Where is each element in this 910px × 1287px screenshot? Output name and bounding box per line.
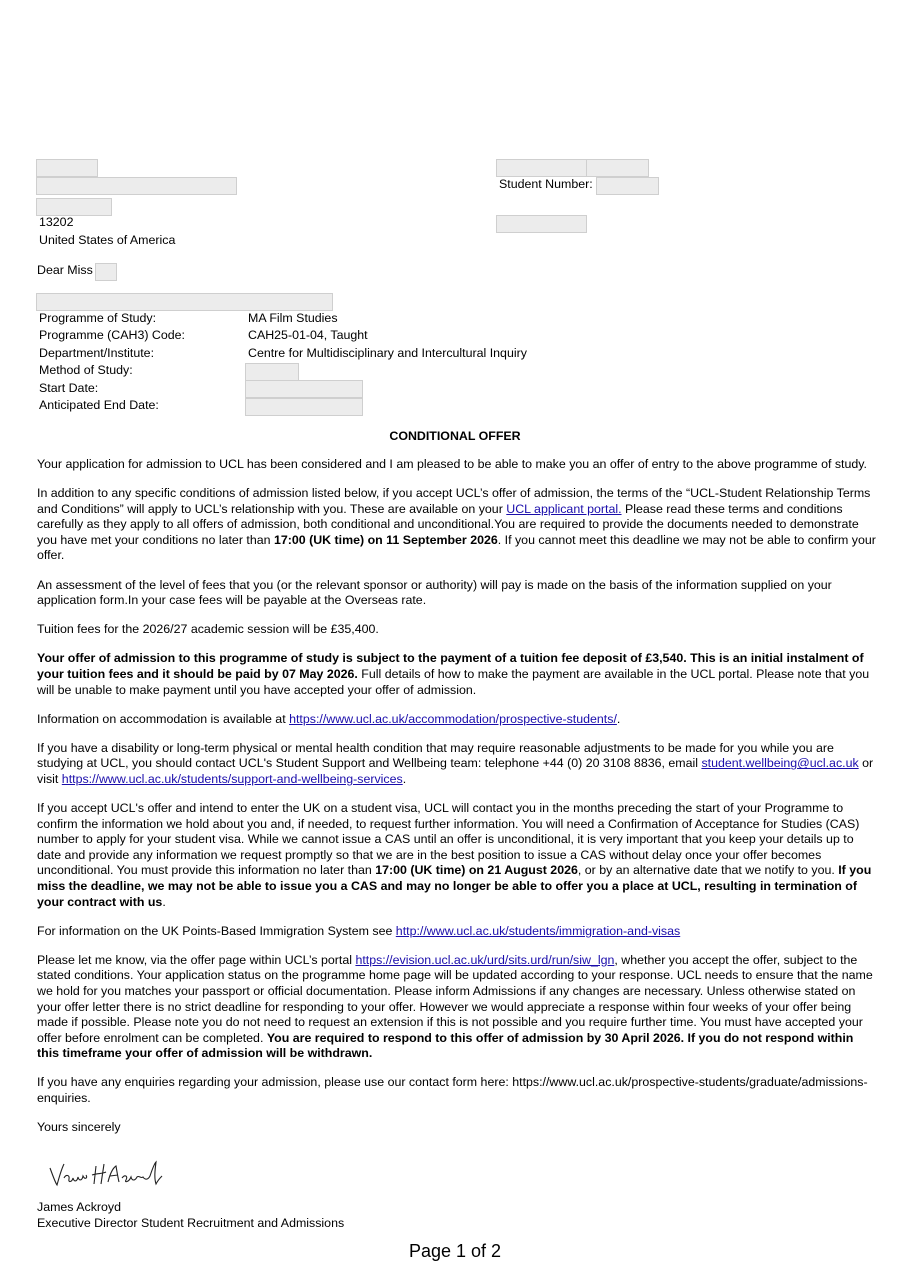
paragraph-enquiries: If you have any enquiries regarding your admission, please use our contact form here: https://www.ucl.ac.uk/prospective-students/graduate/admissions-enquiries. bbox=[37, 1075, 868, 1105]
address-country: United States of America bbox=[39, 233, 176, 247]
signatory-name: James Ackroyd bbox=[37, 1200, 122, 1214]
evision-portal-link[interactable]: https://evision.ucl.ac.uk/urd/sits.urd/run/siw_lgn bbox=[355, 952, 615, 967]
paragraph-immigration: For information on the UK Points-Based Immigration System see http://www.ucl.ac.uk/students/immigration-and-visas bbox=[37, 923, 681, 938]
programme-label: Start Date: bbox=[39, 380, 99, 395]
paragraph-terms: In addition to any specific conditions of admission listed below, if you accept UCL’s offer of admission, the terms of the “UCL-Student Relationship Terms and Conditions” will apply to UCL’s relationship with you. These are available on your UCL applicant portal. Please read these terms and conditions carefully as they apply to all offers of admission, both conditional and unconditional.You are required to provide the documents needed to demonstrate you have met your conditions no later than 17:00 (UK time) on 11 September 2026. If you cannot meet this deadline we may not be able to confirm your offer. bbox=[37, 486, 876, 563]
paragraph-accommodation: Information on accommodation is available at https://www.ucl.ac.uk/accommodation/prospective-students/. bbox=[37, 711, 621, 726]
paragraph-tuition-fees: Tuition fees for the 2026/27 academic session will be £35,400. bbox=[37, 622, 379, 637]
redacted-ref-2 bbox=[586, 159, 649, 177]
salutation: Dear Miss bbox=[37, 263, 93, 277]
letter-body bbox=[37, 457, 877, 1149]
immigration-link[interactable]: http://www.ucl.ac.uk/students/immigration-and-visas bbox=[395, 923, 681, 938]
student-number-label: Student Number: bbox=[499, 177, 593, 191]
redacted-subject-line bbox=[36, 293, 333, 311]
paragraph-visa: If you accept UCL's offer and intend to enter the UK on a student visa, UCL will contact you in the months preceding the start of your Programme to confirm the information we hold about you and, if needed, to request further information. You will need a Confirmation of Acceptance for Studies (CAS) number to apply for your student visa. While we cannot issue a CAS until an offer is unconditional, it is very important that you keep your details up to date and provide any information we request promptly so that we are in the best position to issue a CAS without delay once your offer becomes unconditional. You must provide this information no later than 17:00 (UK time) on 21 August 2026, or by an alternative date that we notify to you. If you miss the deadline, we may not be able to issue you a CAS and may no longer be able to offer you a place at UCL, resulting in termination of your contract with us. bbox=[37, 801, 872, 909]
programme-label: Anticipated End Date: bbox=[39, 397, 159, 412]
paragraph-respond: Please let me know, via the offer page within UCL’s portal https://evision.ucl.ac.uk/urd/sits.urd/run/siw_lgn, whether you accept the offer, subject to the stated conditions. Your application status on the programme home page will be updated according to your response. UCL needs to ensure that the name we hold for you matches your passport or official documentation. Please inform Admissions if any changes are necessary. Unless otherwise stated on your offer letter there is no strict deadline for responding to your offer. However we would appreciate a response within four weeks of your offer being made if possible. Please note you do not need to request an extension if this is not possible and you require further time. You must have accepted your offer before enrolment can be completed. You are required to respond to this offer of admission by 30 April 2026. If you do not respond within this timeframe your offer of admission will be withdrawn. bbox=[37, 952, 873, 1061]
redacted-surname bbox=[95, 263, 117, 281]
paragraph-deposit: Your offer of admission to this programme of study is subject to the payment of a tuition fee deposit of £3,540. This is an initial instalment of your tuition fees and it should be paid by 07 May 2026. Full details of how to make the payment are available in the UCL portal. Please note that you will be unable to make payment until you have accepted your offer of admission. bbox=[37, 651, 870, 697]
signatory-title: Executive Director Student Recruitment and Admissions bbox=[37, 1216, 345, 1230]
offer-title: CONDITIONAL OFFER bbox=[389, 429, 521, 443]
programme-value: MA Film Studies bbox=[248, 311, 338, 325]
page-number: Page 1 of 2 bbox=[408, 1241, 502, 1261]
programme-value: CAH25-01-04, Taught bbox=[248, 328, 368, 343]
programme-label: Programme (CAH3) Code: bbox=[39, 328, 185, 343]
paragraph-fees-assessment: An assessment of the level of fees that you (or the relevant sponsor or authority) will pay is made on the basis of the information supplied on your application form.In your case fees will be payable at the Overseas rate. bbox=[37, 577, 832, 608]
closing: Yours sincerely bbox=[37, 1120, 121, 1135]
redacted-city bbox=[36, 198, 112, 216]
address-postcode: 13202 bbox=[39, 215, 74, 229]
handwritten-signature bbox=[46, 1158, 166, 1192]
programme-label: Programme of Study: bbox=[39, 311, 157, 325]
redacted-start-date bbox=[245, 380, 363, 398]
programme-label: Department/Institute: bbox=[39, 345, 155, 360]
redacted-address-line bbox=[36, 177, 237, 195]
wellbeing-email-link[interactable]: student.wellbeing@ucl.ac.uk bbox=[701, 756, 859, 771]
programme-label: Method of Study: bbox=[39, 363, 133, 378]
paragraph-disability: If you have a disability or long-term physical or mental health condition that may require reasonable adjustments to be made for you while you are studying at UCL, you should contact UCL's Student Support and Wellbeing team: telephone +44 (0) 20 3108 8836, email student.wellbeing@ucl.ac.uk or visit https://www.ucl.ac.uk/students/support-and-wellbeing-services. bbox=[37, 740, 874, 786]
accommodation-link[interactable]: https://www.ucl.ac.uk/accommodation/prospective-students/ bbox=[289, 711, 617, 726]
paragraph-intro: Your application for admission to UCL has been considered and I am pleased to be able to make you an offer of entry to the above programme of study. bbox=[37, 457, 867, 471]
redacted-date bbox=[496, 215, 587, 233]
redacted-method bbox=[245, 363, 299, 381]
redacted-student-number bbox=[596, 177, 659, 195]
programme-value: Centre for Multidisciplinary and Intercultural Inquiry bbox=[248, 345, 527, 360]
redacted-ref-1 bbox=[496, 159, 587, 177]
redacted-name bbox=[36, 159, 98, 177]
applicant-portal-link[interactable]: UCL applicant portal. bbox=[506, 501, 622, 516]
redacted-end-date bbox=[245, 398, 363, 416]
wellbeing-services-link[interactable]: https://www.ucl.ac.uk/students/support-and-wellbeing-services bbox=[61, 771, 403, 786]
